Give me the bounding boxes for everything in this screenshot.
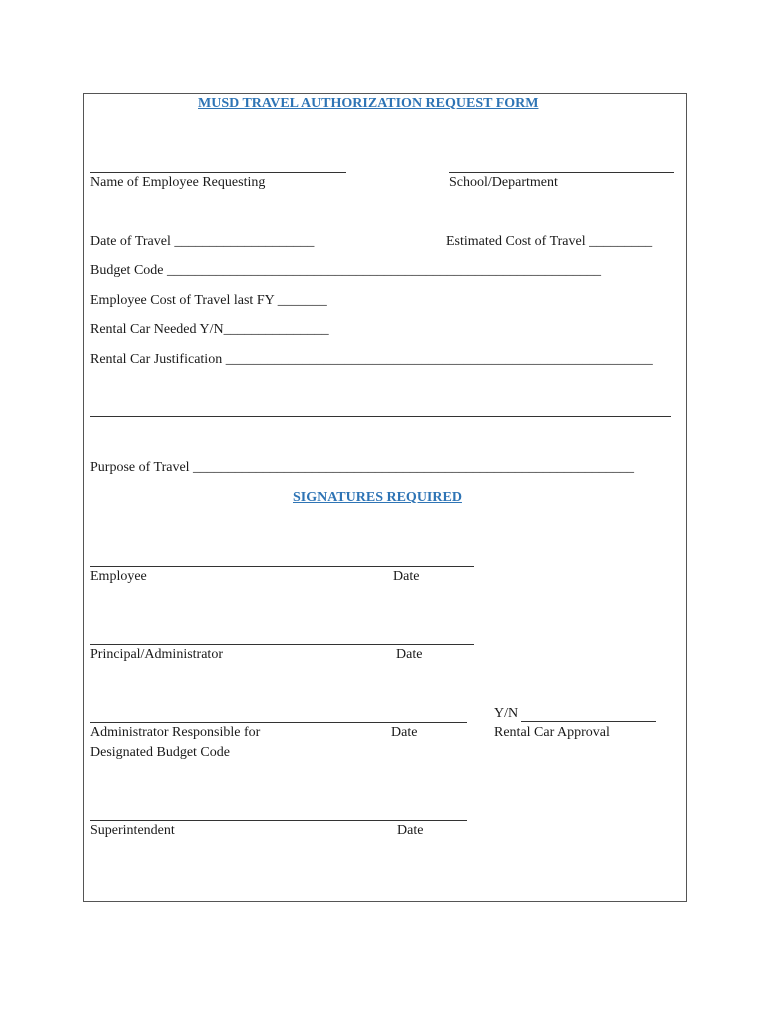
budget-code-field[interactable]: Budget Code ______________________________________________________________ <box>90 263 601 278</box>
superintendent-signature-label: Superintendent <box>90 823 175 838</box>
employee-name-label: Name of Employee Requesting <box>90 175 266 190</box>
budget-admin-label-line2: Designated Budget Code <box>90 745 230 760</box>
school-department-label: School/Department <box>449 175 558 190</box>
employee-signature-line[interactable] <box>90 566 474 567</box>
estimated-cost-field[interactable]: Estimated Cost of Travel _________ <box>446 234 653 249</box>
rental-car-justification-line-2[interactable] <box>90 416 671 417</box>
form-title: MUSD TRAVEL AUTHORIZATION REQUEST FORM <box>198 96 539 111</box>
principal-signature-line[interactable] <box>90 644 474 645</box>
rental-car-approval-line[interactable] <box>521 721 656 722</box>
employee-signature-label: Employee <box>90 569 147 584</box>
principal-date-label: Date <box>396 647 423 662</box>
employee-date-label: Date <box>393 569 420 584</box>
rental-car-approval-label: Rental Car Approval <box>494 725 610 740</box>
superintendent-signature-line[interactable] <box>90 820 467 821</box>
signatures-heading: SIGNATURES REQUIRED <box>293 490 462 505</box>
principal-signature-label: Principal/Administrator <box>90 647 223 662</box>
budget-admin-signature-line[interactable] <box>90 722 467 723</box>
rental-car-justification-field[interactable]: Rental Car Justification _____________________________________________________________ <box>90 352 653 367</box>
date-of-travel-field[interactable]: Date of Travel ____________________ <box>90 234 315 249</box>
budget-admin-label-line1: Administrator Responsible for <box>90 725 261 740</box>
budget-admin-date-label: Date <box>391 725 418 740</box>
rental-car-needed-field[interactable]: Rental Car Needed Y/N_______________ <box>90 322 329 337</box>
purpose-of-travel-field[interactable]: Purpose of Travel _______________________________________________________________ <box>90 460 635 475</box>
employee-name-line[interactable] <box>90 172 346 173</box>
school-department-line[interactable] <box>449 172 674 173</box>
rental-car-yn-label: Y/N <box>494 706 519 721</box>
employee-cost-last-fy-field[interactable]: Employee Cost of Travel last FY _______ <box>90 293 327 308</box>
superintendent-date-label: Date <box>397 823 424 838</box>
